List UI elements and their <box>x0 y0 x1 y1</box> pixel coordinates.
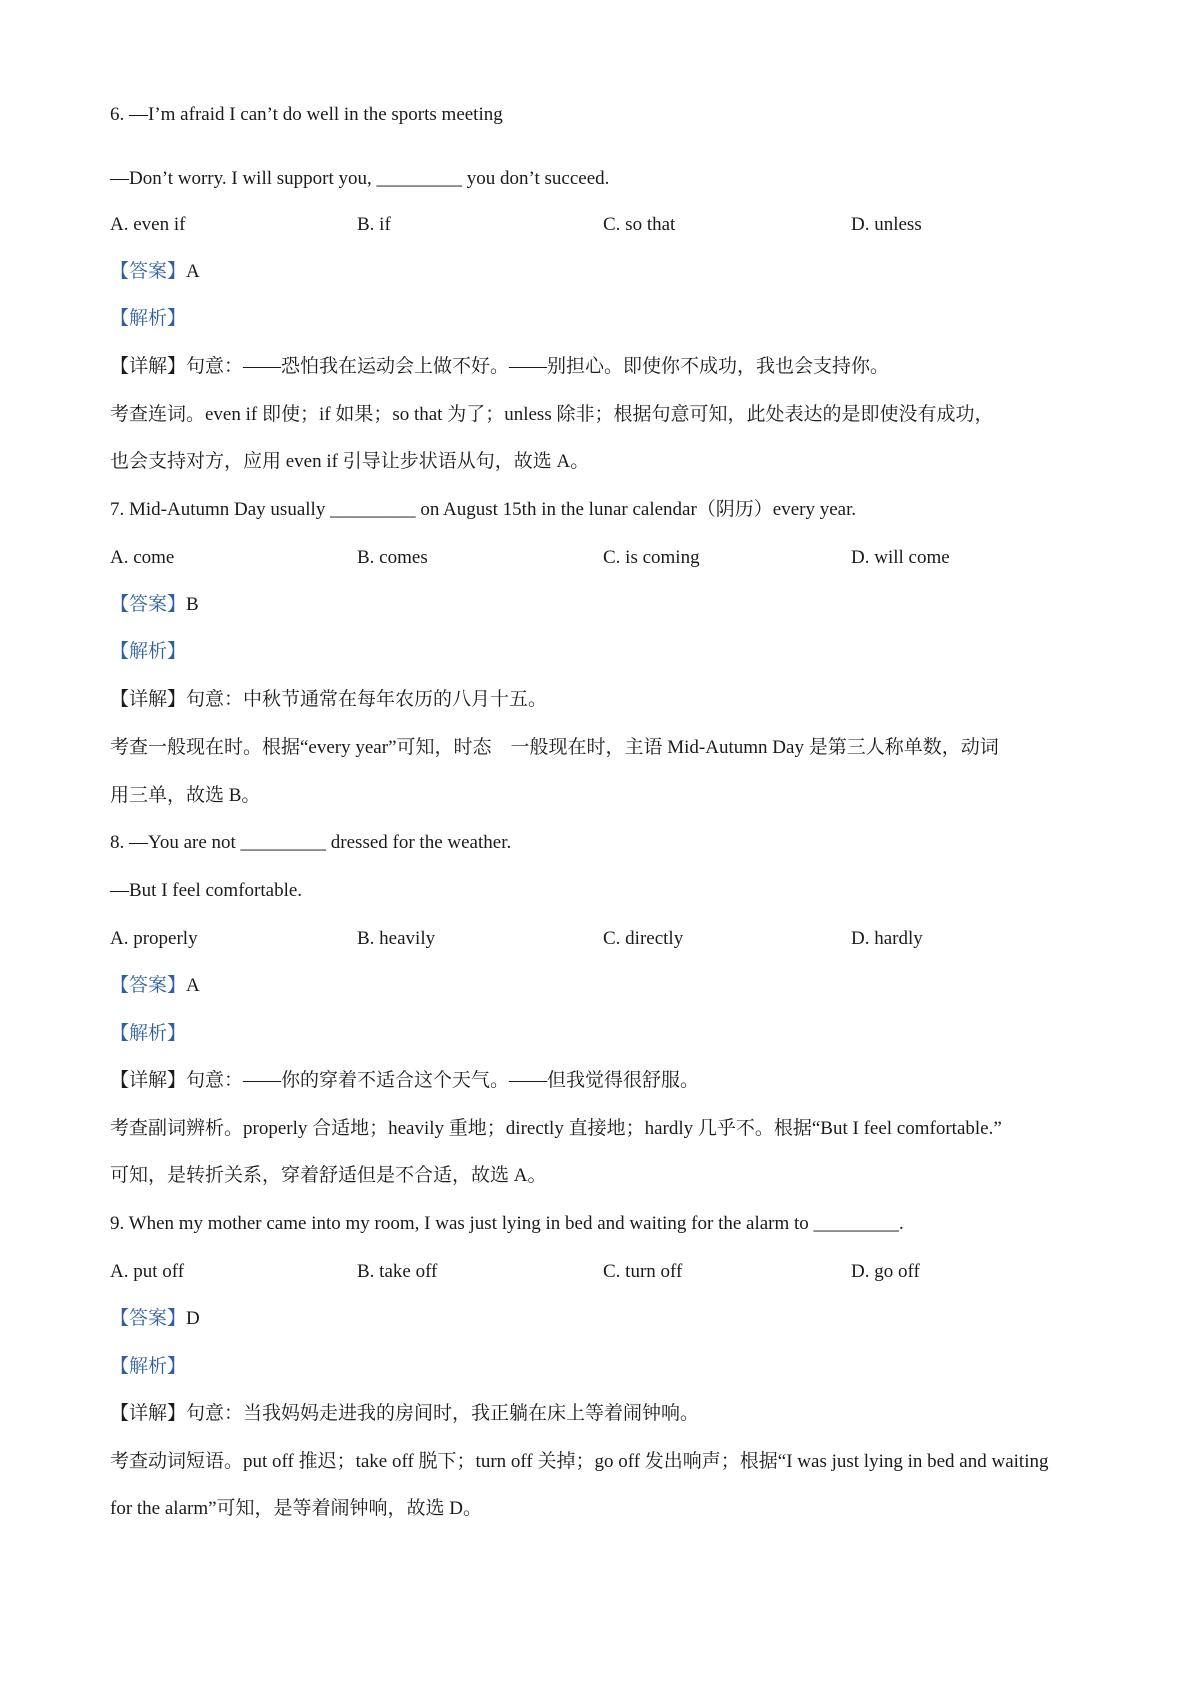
question-7-option-d: D. will come <box>851 547 950 568</box>
question-8-answer <box>110 973 200 999</box>
question-8-option-a: A. properly <box>110 928 198 949</box>
question-8-detail-line-3: 可知，是转折关系，穿着舒适但是不合适，故选 A。 <box>110 1165 547 1186</box>
question-8-detail-line-1: 【详解】句意：——你的穿着不适合这个天气。——但我觉得很舒服。 <box>110 1070 700 1091</box>
question-6-option-d: D. unless <box>851 214 922 235</box>
question-6-option-b: B. if <box>357 214 391 235</box>
answer-tag: 【答案】 <box>110 975 187 996</box>
question-8-option-d: D. hardly <box>851 928 923 949</box>
question-9-stem-line-1: 9. When my mother came into my room, I was just lying in bed and waiting for the alarm to _________. <box>110 1213 904 1234</box>
question-8-option-c: C. directly <box>603 928 684 949</box>
question-9-option-b: B. take off <box>357 1261 438 1282</box>
question-6-analysis-tag: 【解析】 <box>110 308 187 329</box>
answer-tag: 【答案】 <box>110 1308 187 1329</box>
question-9-detail-line-3: for the alarm”可知，是等着闹钟响，故选 D。 <box>110 1498 483 1519</box>
question-6-stem-line-2: —Don’t worry. I will support you, _________ you don’t succeed. <box>110 168 610 189</box>
answer-value: D <box>186 1308 200 1329</box>
question-9-option-c: C. turn off <box>603 1261 683 1282</box>
question-6-option-c: C. so that <box>603 214 676 235</box>
question-7-answer <box>110 592 199 618</box>
question-9-detail-line-1: 【详解】句意：当我妈妈走进我的房间时，我正躺在床上等着闹钟响。 <box>110 1403 700 1424</box>
question-6-detail-line-2: 考查连词。even if 即使；if 如果；so that 为了；unless 除非；根据句意可知，此处表达的是即使没有成功， <box>110 404 994 425</box>
question-9-option-d: D. go off <box>851 1261 920 1282</box>
question-6-detail-line-1: 【详解】句意：——恐怕我在运动会上做不好。——别担心。即使你不成功，我也会支持你。 <box>110 356 890 377</box>
answer-value: A <box>186 975 200 996</box>
question-9-answer <box>110 1306 200 1332</box>
question-7-detail-line-2: 考查一般现在时。根据“every year”可知，时态 一般现在时，主语 Mid-Autumn Day 是第三人称单数，动词 <box>110 737 999 758</box>
question-6-detail-line-3: 也会支持对方，应用 even if 引导让步状语从句，故选 A。 <box>110 451 590 472</box>
question-8-stem-line-1: 8. —You are not _________ dressed for the weather. <box>110 832 512 853</box>
question-8-stem-line-2: —But I feel comfortable. <box>110 880 303 901</box>
answer-tag: 【答案】 <box>110 594 187 615</box>
question-7-option-c: C. is coming <box>603 547 700 568</box>
answer-value: A <box>186 261 200 282</box>
answer-value: B <box>186 594 199 615</box>
answer-tag: 【答案】 <box>110 261 187 282</box>
question-7-option-a: A. come <box>110 547 175 568</box>
question-7-detail-line-3: 用三单，故选 B。 <box>110 785 261 806</box>
question-6-answer <box>110 259 200 285</box>
question-9-detail-line-2: 考查动词短语。put off 推迟；take off 脱下；turn off 关掉；go off 发出响声；根据“I was just lying in bed and waiting <box>110 1451 1049 1472</box>
question-8-option-b: B. heavily <box>357 928 436 949</box>
question-7-option-b: B. comes <box>357 547 428 568</box>
question-9-analysis-tag: 【解析】 <box>110 1356 187 1377</box>
question-8-analysis-tag: 【解析】 <box>110 1023 187 1044</box>
question-6-stem-line-1: 6. —I’m afraid I can’t do well in the sports meeting <box>110 104 503 125</box>
question-8-detail-line-2: 考查副词辨析。properly 合适地；heavily 重地；directly 直接地；hardly 几乎不。根据“But I feel comfortable.” <box>110 1118 1002 1139</box>
question-7-detail-line-1: 【详解】句意：中秋节通常在每年农历的八月十五。 <box>110 689 548 710</box>
question-6-option-a: A. even if <box>110 214 186 235</box>
question-9-option-a: A. put off <box>110 1261 185 1282</box>
question-7-analysis-tag: 【解析】 <box>110 641 187 662</box>
question-7-stem-line-1: 7. Mid-Autumn Day usually _________ on August 15th in the lunar calendar（阴历）every year. <box>110 499 857 520</box>
